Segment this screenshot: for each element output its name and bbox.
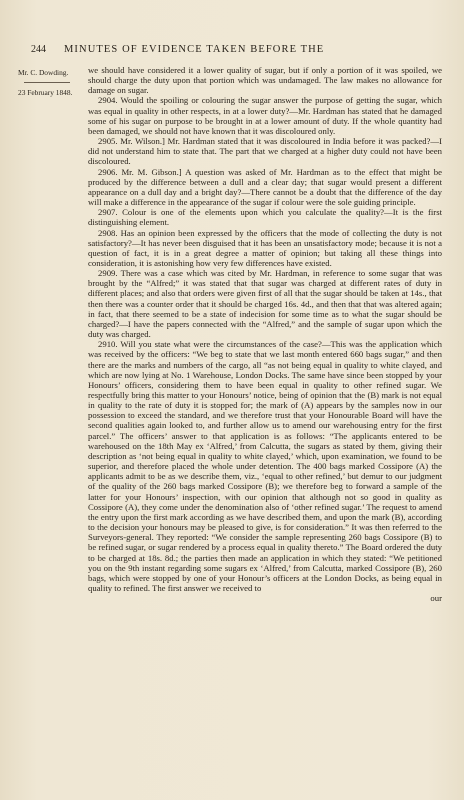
catchword: our: [430, 593, 442, 604]
margin-rule: [24, 82, 70, 83]
question-2906: 2906. Mr. M. Gibson.] A question was asked of Mr. Hardman as to the effect that might be produced by the difference between a dull and a clear day; that sugar would present a different appearance on a dull day and a bright day?—There cannot be a doubt that the difference of the day will make a difference in the appearance of the sugar if colour were the sole guiding principle.: [88, 166, 442, 208]
question-2910: 2910. Will you state what were the circumstances of the case?—This was the application which was received by the officers: “We beg to state that we last month entered 660 bags sugar,” and then there are the marks and numbers of the cargo, all “as not being equal in quality to white clayed, and which are now lying at No. 1 Warehouse, London Docks. The same have since been stopped by your Honours’ officers, considering them to have been equal in quality to other refined sugar. We respectfully bring this matter to your Honours’ notice, being of opinion that the (B) mark is not equal in quality to the rate of duty it is stopped for; the mark of (A) appears by the samples now in our possession to exceed the standard, and we therefore trust that your Honourable Board will have the second qualities again looked to, and further allow us to amend our warehousing entry for the first parcel.” The officers’ answer to that application is as follows: “The applicants entered to be warehoused on the 18th May ex ‘Alfred,’ from Calcutta, the sugars as stated by them, giving their description as ‘not being equal in quality to white clayed,’ which, upon examination, we found to be superior, and therefore placed the whole under detention. The 400 bags marked Cossipore (A) the applicants admit to be as we describe them, viz., ‘equal to other refined,’ but demur to our judgment of the quality of the 260 bags marked Cossipore (B); we therefore beg to forward a sample of the latter for your Honours’ inspection, with our opinion that although not so good in quality as Cossipore (A), they come under the denomination also of ‘other refined sugar.’ The request to amend the entry upon the first mark according as we have described them, and upon the mark (B), according to the decision your honours may be pleased to give, is for consideration.” It was then referred to the Surveyors-general. They reported: “We consider the sample representing 260 bags Cossipore (B) to be refined sugar, or sugar rendered by a process equal in quality thereto.” The Board ordered the duty to be charged at 18s. 8d.; the parties then made an application in which they stated: “We petitioned you on the 9th instant regarding some sugars ex ‘Alfred,’ from Calcutta, marked Cossipore (B), 260 bags, which were stopped by one of your Honour’s officers at the London Docks, as being equal in quality to refined. The first answer we received to: [88, 339, 442, 593]
paragraph-continued: we should have considered it a lower quality of sugar, but if only a portion of it was spoiled, we should charge the duty upon that portion which was undamaged. The law makes no allowance for damage on sugar.: [88, 65, 442, 96]
question-2904: 2904. Would the spoiling or colouring the sugar answer the purpose of getting the sugar, which was equal in quality in other respects, in at a lower duty?—Mr. Hardman has stated that he damaged some of his sugar on purpose to be brought in at a lower amount of duty. If the whole quantity had been damaged, we should not have known that it was discoloured only.: [88, 95, 442, 136]
evidence-text: [88, 65, 442, 603]
page-number: 244: [31, 44, 46, 55]
margin-notes: [18, 68, 88, 97]
witness-name: Mr. C. Dowding.: [18, 68, 69, 77]
evidence-date: 23 February 1848.: [18, 88, 73, 97]
question-2908: 2908. Has an opinion been expressed by the officers that the mode of collecting the duty is not satisfactory?—It has never been disguised that it has been an unsatisfactory mode; because it is not a question of fact, it is in a great degree a matter of opinion; but taking all these things into consideration, it is astonishing how very few differences have existed.: [88, 227, 442, 268]
question-2907: 2907. Colour is one of the elements upon which you calculate the quality?—It is the first distinguishing element.: [88, 207, 442, 228]
question-2905: 2905. Mr. Wilson.] Mr. Hardman stated that it was discoloured in India before it was packed?—I did not understand him to state that. The part that we charged at a higher duty could not have been discoloured.: [88, 136, 442, 167]
question-2909: 2909. There was a case which was cited by Mr. Hardman, in reference to some sugar that was brought by the “Alfred;” it was stated that that sugar was charged at different rates of duty in different places; and also that orders were given first of all that the sugar should be taken at 14s., that then there was a counter order that it should be charged 16s. 4d., and then that that was altered again; in fact, that there seemed to be a state of indecision for some time as to what the sugar should be charged?—I have the papers connected with the “Alfred,” and the sample of sugar upon which the duty was charged.: [88, 268, 442, 340]
page-header: [0, 44, 464, 58]
running-title: MINUTES OF EVIDENCE TAKEN BEFORE THE: [64, 44, 325, 55]
